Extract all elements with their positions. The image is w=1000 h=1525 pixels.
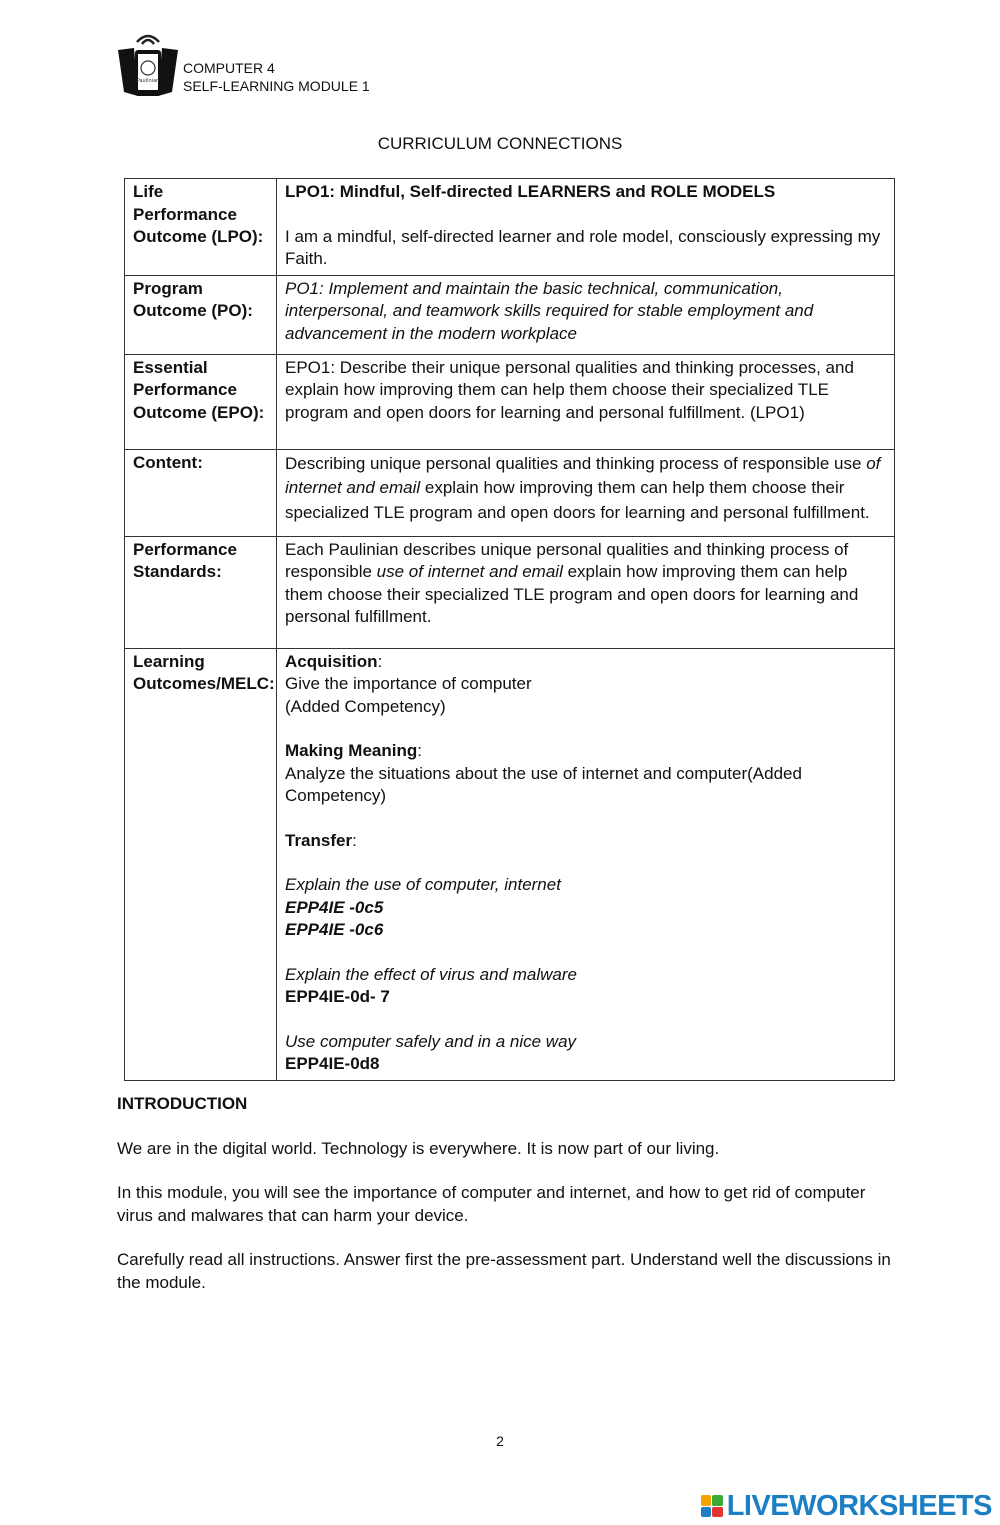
paulinian-logo: [116, 34, 180, 100]
row-value: [277, 354, 895, 449]
row-label: Learning Outcomes/MELC:: [125, 648, 277, 1080]
liveworksheets-logo-icon: [701, 1495, 723, 1517]
row-value: Each Paulinian describes unique personal qualities and thinking process of responsible use of internet and email explain how improving them can help them choose their specialized TLE program and open doors for learning and personal fulfillment.: [277, 536, 895, 648]
row-label: Program Outcome (PO):: [125, 275, 277, 354]
curriculum-table: [124, 178, 895, 1081]
row-label: Life Performance Outcome (LPO):: [125, 179, 277, 276]
making-meaning-heading: Making Meaning: [285, 741, 418, 760]
svg-text:Paulinian: Paulinian: [136, 78, 160, 84]
row-value: Acquisition: Give the importance of computer (Added Competency) Making Meaning: Analyze the situations about the use of internet and computer(Added Competency) Transfer: Explain the use of computer, internet EPP4IE -0c5 EPP4IE -0c6 Explain the effect of virus and malware EPP4IE-0d- 7 Use computer safely and in a nice way EPP4IE-0d8: [277, 648, 895, 1080]
po-text: PO1: Implement and maintain the basic technical, communication, interpersonal, and teamwork skills required for stable employment and advancement in the modern workplace: [285, 278, 814, 343]
module-title: SELF-LEARNING MODULE 1: [183, 78, 370, 94]
page-title: CURRICULUM CONNECTIONS: [377, 134, 623, 153]
intro-paragraph: We are in the digital world. Technology is everywhere. It is now part of our living.: [117, 1138, 720, 1158]
liveworksheets-watermark: [701, 1490, 992, 1522]
table-row-epo: [125, 354, 895, 449]
table-row-content: [125, 449, 895, 536]
lpo-text: I am a mindful, self-directed learner and role model, consciously expressing my Faith.: [285, 226, 881, 268]
intro-paragraph: Carefully read all instructions. Answer first the pre-assessment part. Understand well the discussions in the module.: [117, 1250, 891, 1292]
row-label: Content:: [125, 449, 277, 536]
lpo-heading: LPO1: Mindful, Self-directed LEARNERS and ROLE MODELS: [285, 182, 776, 201]
introduction-heading: INTRODUCTION: [117, 1094, 248, 1113]
row-value: [277, 179, 895, 276]
row-label: Performance Standards:: [125, 536, 277, 648]
row-value: [277, 275, 895, 354]
introduction-section: [117, 1093, 892, 1316]
page-number: 2: [496, 1433, 504, 1449]
row-value: Describing unique personal qualities and thinking process of responsible use of internet and email explain how improving them can help them choose their specialized TLE program and open doors for learning and personal fulfillment.: [277, 449, 895, 536]
melc-code: EPP4IE -0c6: [285, 920, 384, 939]
row-label: Essential Performance Outcome (EPO):: [125, 354, 277, 449]
epo-text: EPO1: Describe their unique personal qualities and thinking processes, and explain how improving them can help them choose their specialized TLE program and open doors for learning and personal fulfillment. (LPO1): [285, 357, 854, 422]
course-title: COMPUTER 4: [183, 60, 275, 76]
intro-paragraph: In this module, you will see the importance of computer and internet, and how to get rid of computer virus and malwares that can harm your device.: [117, 1183, 866, 1225]
table-row-standards: [125, 536, 895, 648]
table-row-lpo: [125, 179, 895, 276]
melc-code: EPP4IE-0d8: [285, 1054, 380, 1073]
module-header-text: [183, 59, 370, 95]
table-row-po: [125, 275, 895, 354]
watermark-text: LIVEWORKSHEETS: [726, 1490, 992, 1522]
table-row-outcomes: [125, 648, 895, 1080]
melc-code: EPP4IE-0d- 7: [285, 987, 390, 1006]
melc-code: EPP4IE -0c5: [285, 897, 384, 917]
module-header: [116, 34, 416, 104]
acquisition-heading: Acquisition: [285, 651, 378, 671]
transfer-heading: Transfer: [285, 830, 353, 850]
